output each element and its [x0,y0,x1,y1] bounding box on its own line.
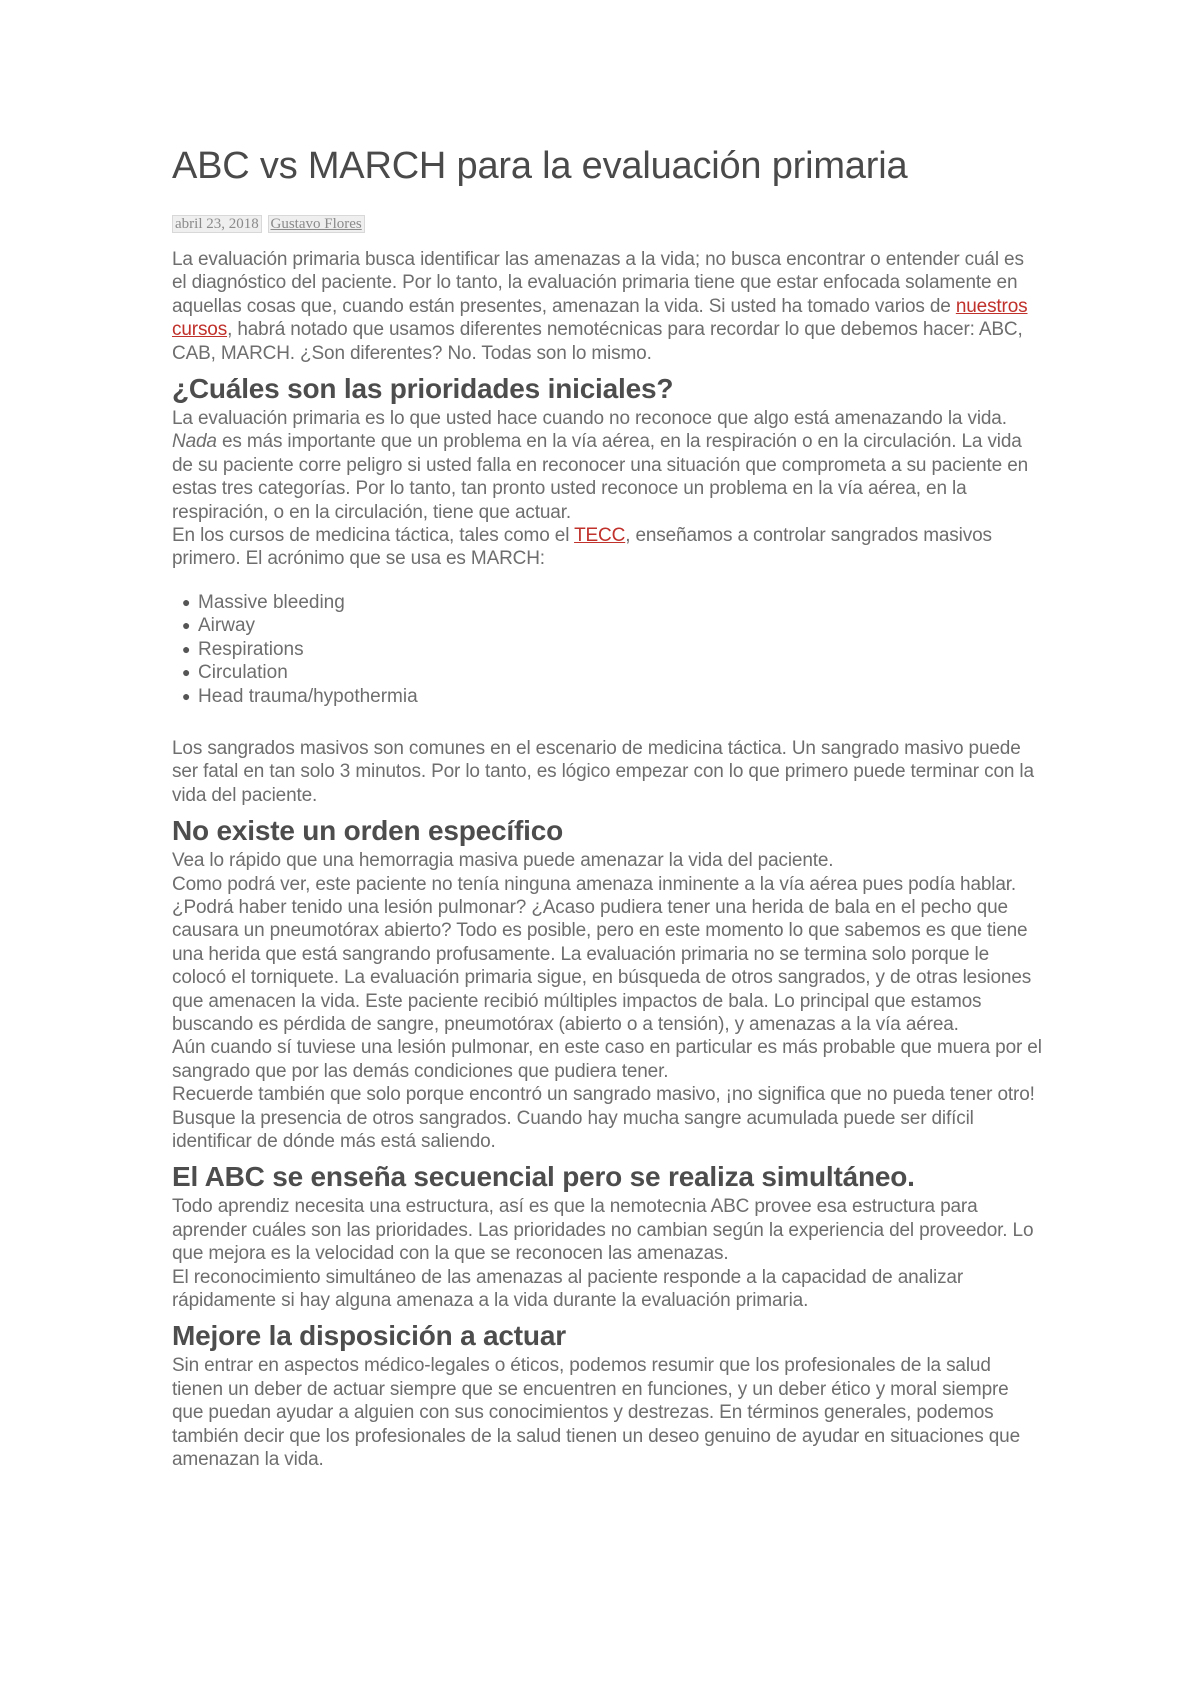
post-date[interactable]: abril 23, 2018 [172,215,262,233]
page-title: ABC vs MARCH para la evaluación primaria [172,145,908,187]
post-meta [172,214,1042,234]
list-item: ● Respirations [182,638,304,660]
section-heading-no-order: No existe un orden específico [172,815,563,847]
bullet-icon: ● [182,617,191,634]
hemorrhage-paragraph: Vea lo rápido que una hemorragia masiva puede amenazar la vida del paciente. [172,850,834,872]
intro-text-a: La evaluación primaria busca identificar las amenazas a la vida; no busca encontrar o entender cuál es el diagnóstico del paciente. Por lo tanto, la evaluación primaria tiene que estar enfocada solamente en aquellas cosas que, cuando están presentes, amenazan la vida. Si usted ha tomado varios de [172,249,1024,317]
march-list [172,591,1042,708]
list-item: ● Airway [182,615,256,637]
priorities-text-a: La evaluación primaria es lo que usted hace cuando no reconoce que algo está amenazando la vida. [172,408,1007,430]
section-heading-priorities: ¿Cuáles son las prioridades iniciales? [172,373,674,405]
structure-paragraph: Todo aprendiz necesita una estructura, así es que la nemotecnia ABC provee esa estructura para aprender cuáles son las prioridades. Las prioridades no cambian según la experiencia del proveedor. Lo que mejora es la velocidad con la que se reconocen las amenazas. [172,1196,1034,1265]
list-item: ● Massive bleeding [182,591,345,613]
list-item: ● Circulation [182,662,288,684]
duty-paragraph: Sin entrar en aspectos médico-legales o éticos, podemos resumir que los profesionales de la salud tienen un deber de actuar siempre que se encuentren en funciones, y un deber ético y moral siempre que puedan ayudar a alguien con sus conocimientos y destrezas. En términos generales, podemos también decir que los profesionales de la salud tienen un deseo genuino de ayudar en situaciones que amenazan la vida. [172,1355,1020,1471]
courses-link[interactable]: nuestros cursos [172,295,1028,341]
other-bleeding-paragraph: Recuerde también que solo porque encontró un sangrado masivo, ¡no significa que no pueda tener otro! Busque la presencia de otros sangrados. Cuando hay mucha sangre acumulada puede ser difícil identificar de dónde más está saliendo. [172,1084,1035,1152]
patient-paragraph: Como podrá ver, este paciente no tenía ninguna amenaza inminente a la vía aérea pues podía hablar. ¿Podrá haber tenido una lesión pulmonar? ¿Acaso pudiera tener una herida de bala en el pecho que causara un pneumotórax abierto? Todo es posible, pero en este momento lo que sabemos es que tiene una herida que está sangrando profusamente. La evaluación primaria no se termina solo porque le colocó el torniquete. La evaluación primaria sigue, en búsqueda de otros sangrados, y de otras lesiones que amenacen la vida. Este paciente recibió múltiples impactos de bala. Lo principal que estamos buscando es pérdida de sangre, pneumotórax (abierto o a tensión), y amenazas a la vía aérea. [172,873,1032,1035]
bullet-icon: ● [182,687,191,704]
section-heading-disposition: Mejore la disposición a actuar [172,1320,566,1352]
section-heading-abc: El ABC se enseña secuencial pero se realiza simultáneo. [172,1161,915,1193]
priorities-emphasis: Nada [172,431,217,453]
post-author-link[interactable]: Gustavo Flores [268,215,365,233]
simultaneous-paragraph: El reconocimiento simultáneo de las amenazas al paciente responde a la capacidad de analizar rápidamente si hay alguna amenaza a la vida durante la evaluación primaria. [172,1266,964,1312]
tactical-text-b: , enseñamos a controlar sangrados masivos primero. El acrónimo que se usa es MARCH: [172,525,992,570]
lung-injury-paragraph: Aún cuando sí tuviese una lesión pulmonar, en este caso en particular es más probable que muera por el sangrado que por las demás condiciones que pudiera tener. [172,1037,1042,1082]
priorities-text-b: es más importante que un problema en la vía aérea, en la respiración o en la circulación. La vida de su paciente corre peligro si usted falla en reconocer una situación que comprometa a su paciente en estas tres categorías. Por lo tanto, tan pronto usted reconoce un problema en la vía aérea, en la respiración, o en la circulación, tiene que actuar. [172,431,1029,523]
tactical-text-a: En los cursos de medicina táctica, tales como el [172,525,575,547]
bleeding-paragraph: Los sangrados masivos son comunes en el escenario de medicina táctica. Un sangrado masivo puede ser fatal en tan solo 3 minutos. Por lo tanto, es lógico empezar con lo que primero puede terminar con la vida del paciente. [172,737,1034,806]
priorities-paragraph [172,407,1042,524]
article [172,140,1042,1471]
bullet-icon: ● [182,664,191,681]
bullet-icon: ● [182,640,191,657]
bullet-icon: ● [182,593,191,610]
tactical-paragraph [172,524,1042,571]
tecc-link[interactable]: TECC [574,525,626,547]
list-item: ● Head trauma/hypothermia [182,685,418,707]
intro-text-b: , habrá notado que usamos diferentes nemotécnicas para recordar lo que debemos hacer: ABC, CAB, MARCH. ¿Son diferentes? No. Todas son lo mismo. [172,319,1023,364]
intro-paragraph [172,248,1042,365]
